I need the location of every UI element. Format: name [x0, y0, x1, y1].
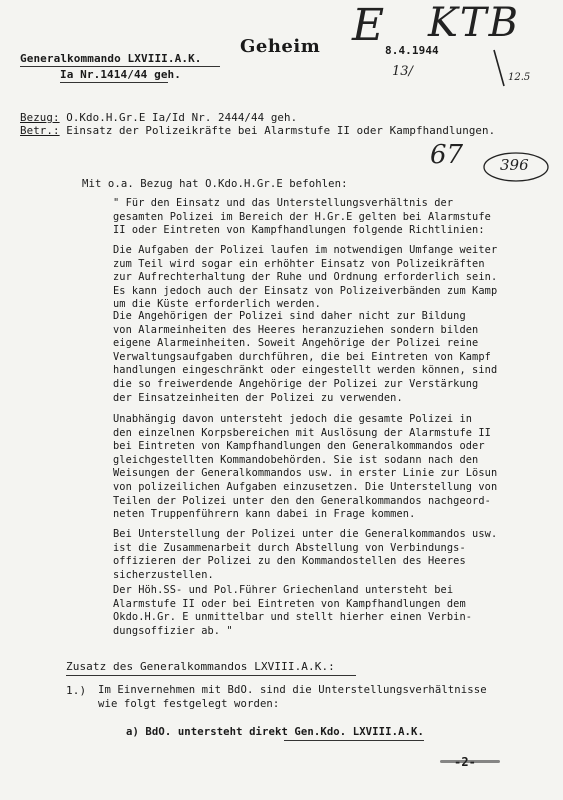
command-name: Generalkommando LXVIII.A.K. — [20, 52, 202, 65]
bezug-text: O.Kdo.H.Gr.E Ia/Id Nr. 2444/44 geh. — [66, 111, 298, 124]
paragraph-1: " Für den Einsatz und das Unterstellungsverhältnis der gesamten Polizei im Bereich der H.Gr.E gelten bei Alarmstufe II oder Eintreten von Kampfhandlungen folgende Richtlinien: — [113, 197, 491, 237]
zusatz-underline — [66, 675, 356, 676]
bezug-label: Bezug: — [20, 111, 60, 124]
paragraph-5: Bei Unterstellung der Polizei unter die Generalkommandos usw. ist die Zusammenarbeit durch Abstellung von Verbindungs- offizieren der Polizei zu den Kommandostellen des Heeres sicherzustellen. — [113, 528, 498, 581]
zusatz-item-number: 1.) — [66, 684, 87, 697]
zusatz-sub-item: a) BdO. untersteht direkt Gen.Kdo. LXVIII.A.K. — [126, 726, 424, 738]
betr-label: Betr.: — [20, 124, 60, 137]
betr-text: Einsatz der Polizeikräfte bei Alarmstufe II oder Kampfhandlungen. — [66, 124, 496, 137]
intro-line: Mit o.a. Bezug hat O.Kdo.H.Gr.E befohlen: — [82, 178, 348, 190]
zusatz-heading: Zusatz des Generalkommandos LXVIII.A.K.: — [66, 660, 335, 673]
zusatz-item-line-2: wie folgt festgelegt worden: — [98, 698, 280, 710]
handwritten-mark-a: 13/ — [392, 64, 413, 79]
command-underline — [20, 66, 220, 67]
handwritten-letter-e: E — [352, 0, 385, 51]
paragraph-2: Die Aufgaben der Polizei laufen im notwendigen Umfange weiter zum Teil wird sogar ein erhöhter Einsatz von Polizeikräften zur Aufrechterhaltung der Ruhe und Ordnung erforderlich sein. Es kann jedoch auch der Einsatz von Polizeiverbänden zum Kamp um die Küste erforderlich werden. — [113, 244, 498, 311]
handwritten-ktb: KTB — [428, 0, 520, 46]
handwritten-page-number: 67 — [430, 140, 464, 170]
reference-number: Ia Nr.1414/44 geh. — [60, 68, 182, 81]
betr-line — [20, 124, 495, 137]
reference-underline — [60, 82, 168, 83]
paragraph-3: Die Angehörigen der Polizei sind daher nicht zur Bildung von Alarmeinheiten des Heeres heranzuziehen sondern bilden eigene Alarmeinheiten. Soweit Angehörige der Polizei reine Verwaltungsaufgaben durchführen, die bei Eintreten von Kampf handlungen eingeschränkt oder eingestellt werden können, sind die so freiwerdende Angehörige der Polizei zur Verstärkung der Einsatzeinheiten der Polizei zu verwenden. — [113, 310, 498, 404]
zusatz-item-line-1: Im Einvernehmen mit BdO. sind die Unterstellungsverhältnisse — [98, 684, 487, 696]
handwritten-slash-mark — [490, 48, 510, 88]
scan-smudge — [440, 760, 500, 763]
sub-item-underline — [284, 740, 424, 741]
classification-stamp: Geheim — [240, 36, 321, 57]
paragraph-4: Unabhängig davon untersteht jedoch die gesamte Polizei in den einzelnen Korpsbereichen mit Auslösung der Alarmstufe II bei Eintreten von Kampfhandlungen den Generalkommandos oder gleichgestellten Kommandobehörden. Sie ist sodann nach den Weisungen der Generalkommandos usw. in erster Linie zur Lösun von polizeilichen Aufgaben einzusetzen. Die Unterstellung von Teilen der Polizei unter den den Generalkommandos nachgeord- neten Truppenführern kann dabei in Frage kommen. — [113, 413, 498, 521]
circled-page-number: 396 — [500, 156, 529, 174]
bezug-line — [20, 111, 297, 124]
handwritten-mark-b: 12.5 — [508, 72, 531, 83]
paragraph-6: Der Höh.SS- und Pol.Führer Griechenland untersteht bei Alarmstufe II oder bei Eintreten von Kampfhandlungen dem Okdo.H.Gr. E unmittelbar und stellt hierher einen Verbin- dungsoffizier ab. " — [113, 584, 473, 637]
document-date: 8.4.1944 — [385, 44, 439, 57]
